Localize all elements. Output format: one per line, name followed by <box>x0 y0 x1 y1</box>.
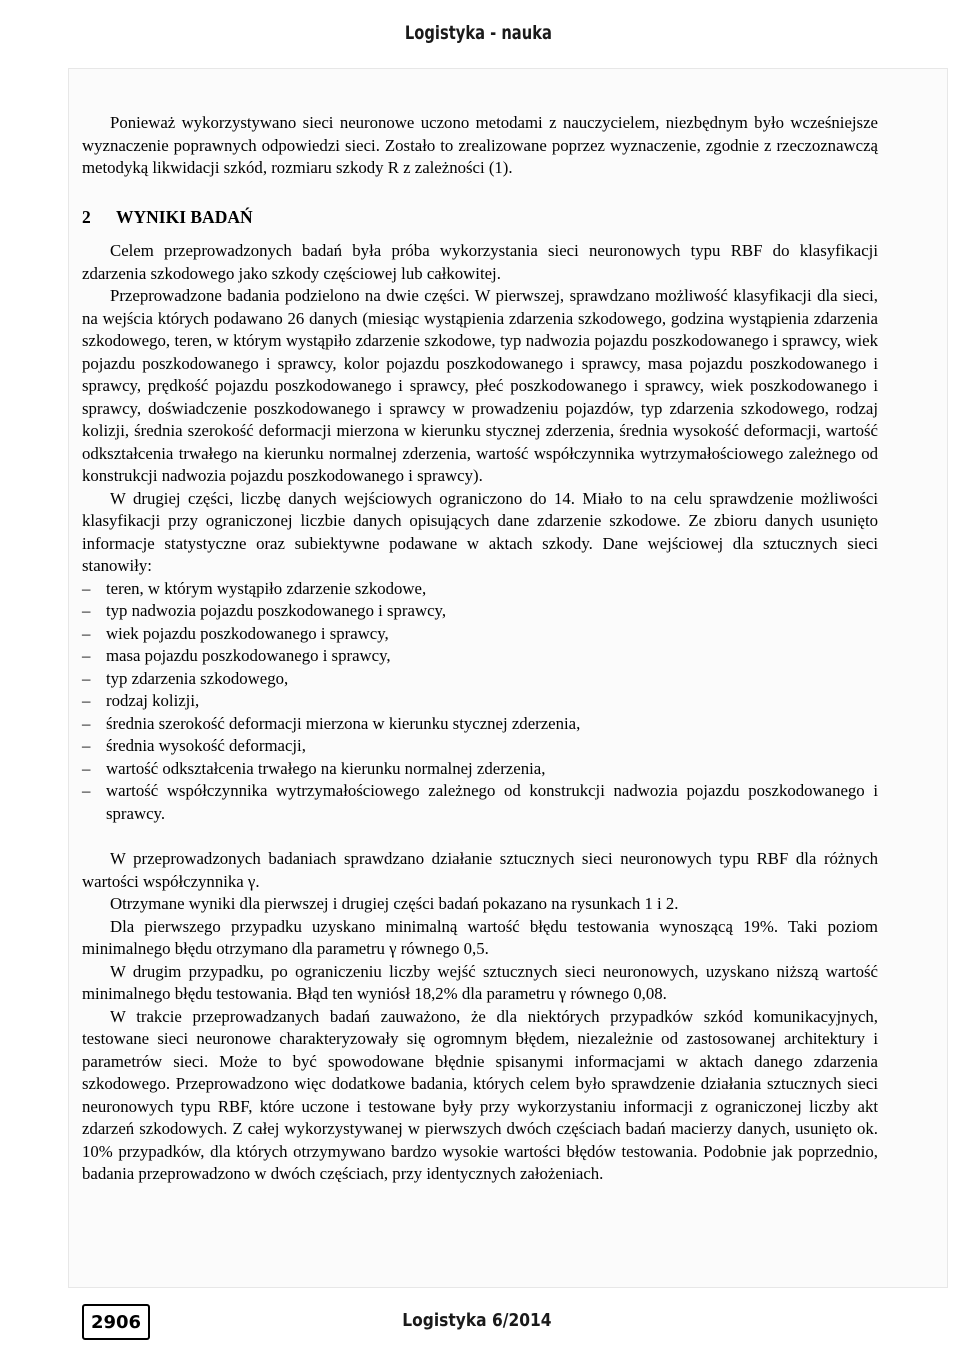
journal-section-title: Logistyka - nauka <box>405 22 552 44</box>
list-item: – wiek pojazdu poszkodowanego i sprawcy, <box>82 623 878 646</box>
paragraph-intro: Ponieważ wykorzystywano sieci neuronowe uczono metodami z nauczycielem, niezbędnym było wcześniejsze wyznaczenie poprawnych odpowiedzi sieci. Zostało to zrealizowane poprzez wyznaczenie, zgodnie z rzeczoznawczą metodyką likwidacji szkód, rozmiaru szkody R z zależności (1). <box>82 113 878 177</box>
paragraph: W trakcie przeprowadzanych badań zauważono, że dla niektórych przypadków szkód komunikacyjnych, testowane sieci neuronowe charakteryzowały się ogromnym błędem, niezależnie od zastosowanej architektury i parametrów sieci. Może to być spowodowane błędnie spisanymi informacjami w aktach danego zdarzenia szkodowego. Przeprowadzono więc dodatkowe badania, których celem było sprawdzenie działania sztucznych sieci neuronowych typu RBF, które uczone i testowane były przy wykorzystaniu informacji z ograniczonej liczby akt zdarzeń szkodowych. Z całej wykorzystywanej w pierwszych dwóch częściach badań macierzy danych, usunięto ok. 10% przypadków, dla których otrzymywano bardzo wysokie wartości błędów testowania. Podobnie jak poprzednio, badania przeprowadzono w dwóch częściach, przy identycznych założeniach. <box>82 1006 878 1183</box>
paragraph: Przeprowadzone badania podzielono na dwie części. W pierwszej, sprawdzano możliwość klasyfikacji dla sieci, na wejścia których podawano 26 danych (miesiąc wystąpienia zdarzenia szkodowego, godzina wystąpienia zdarzenia szkodowego, teren, w którym wystąpiło zdarzenie szkodowe, typ nadwozia pojazdu poszkodowanego i sprawcy, wiek pojazdu poszkodowanego i sprawcy, kolor pojazdu poszkodowanego i sprawcy, masa pojazdu poszkodowanego i sprawcy, prędkość pojazdu poszkodowanego i sprawcy, płeć poszkodowanego i sprawcy, wiek poszkodowanego i sprawcy, doświadczenie poszkodowanego i sprawcy w prowadzeniu pojazdów, typ zdarzenia szkodowego, rodzaj kolizji, średnia szerokość deformacji mierzona w kierunku stycznej zderzenia, średnia wysokość deformacji, wartość odkształcenia trwałego na kierunku normalnej zderzenia, wartość współczynnika wytrzymałościowego zależnego od konstrukcji nadwozia pojazdu poszkodowanego i sprawcy). <box>82 286 878 485</box>
list-item: – wartość odkształcenia trwałego na kierunku normalnej zderzenia, <box>82 758 878 781</box>
journal-issue: Logistyka 6/2014 <box>402 1310 552 1331</box>
paragraph: Dla pierwszego przypadku uzyskano minimalną wartość błędu testowania wynoszącą 19%. Taki poziom minimalnego błędu otrzymano dla parametru γ równego 0,5. <box>82 916 878 958</box>
list-item: – masa pojazdu poszkodowanego i sprawcy, <box>82 645 878 668</box>
list-item: – wartość współczynnika wytrzymałościowego zależnego od konstrukcji nadwozia pojazdu poszkodowanego i sprawcy. <box>82 780 878 825</box>
paragraph: W przeprowadzonych badaniach sprawdzano działanie sztucznych sieci neuronowych typu RBF dla różnych wartości współczynnika γ. <box>82 849 878 891</box>
page-header <box>0 0 960 70</box>
paragraph: Celem przeprowadzonych badań była próba wykorzystania sieci neuronowych typu RBF do klasyfikacji zdarzenia szkodowego jako szkody częściowej lub całkowitej. <box>82 241 878 283</box>
list-item: – typ zdarzenia szkodowego, <box>82 668 878 691</box>
paragraph: W drugim przypadku, po ograniczeniu liczby wejść sztucznych sieci neuronowych, uzyskano niższą wartość minimalnego błędu testowania. Błąd ten wyniósł 18,2% dla parametru γ równego 0,08. <box>82 961 878 1003</box>
section-title: WYNIKI BADAŃ <box>116 206 253 227</box>
paragraph: Otrzymane wyniki dla pierwszej i drugiej części badań pokazano na rysunkach 1 i 2. <box>110 894 679 913</box>
list-item: – teren, w którym wystąpiło zdarzenie szkodowe, <box>82 578 878 601</box>
article-body <box>82 112 878 1186</box>
list-item: – średnia szerokość deformacji mierzona w kierunku stycznej zderzenia, <box>82 713 878 736</box>
paragraph: W drugiej części, liczbę danych wejściowych ograniczono do 14. Miało to na celu sprawdzenie możliwości klasyfikacji przy ograniczonej liczbie danych opisujących dane zdarzenie szkodowe. Ze zbioru danych usunięto informacje statystyczne oraz subiektywne podawane w aktach szkody. Dane wejściowej dla sztucznych sieci stanowiły: <box>82 488 878 575</box>
list-item: – typ nadwozia pojazdu poszkodowanego i sprawcy, <box>82 600 878 623</box>
input-data-list <box>82 578 878 826</box>
list-item: – średnia wysokość deformacji, <box>82 735 878 758</box>
page-number: 2906 <box>90 1311 142 1333</box>
list-item: – rodzaj kolizji, <box>82 690 878 713</box>
page-number-badge <box>82 1304 150 1340</box>
section-heading <box>82 206 878 229</box>
section-number: 2 <box>82 206 91 227</box>
